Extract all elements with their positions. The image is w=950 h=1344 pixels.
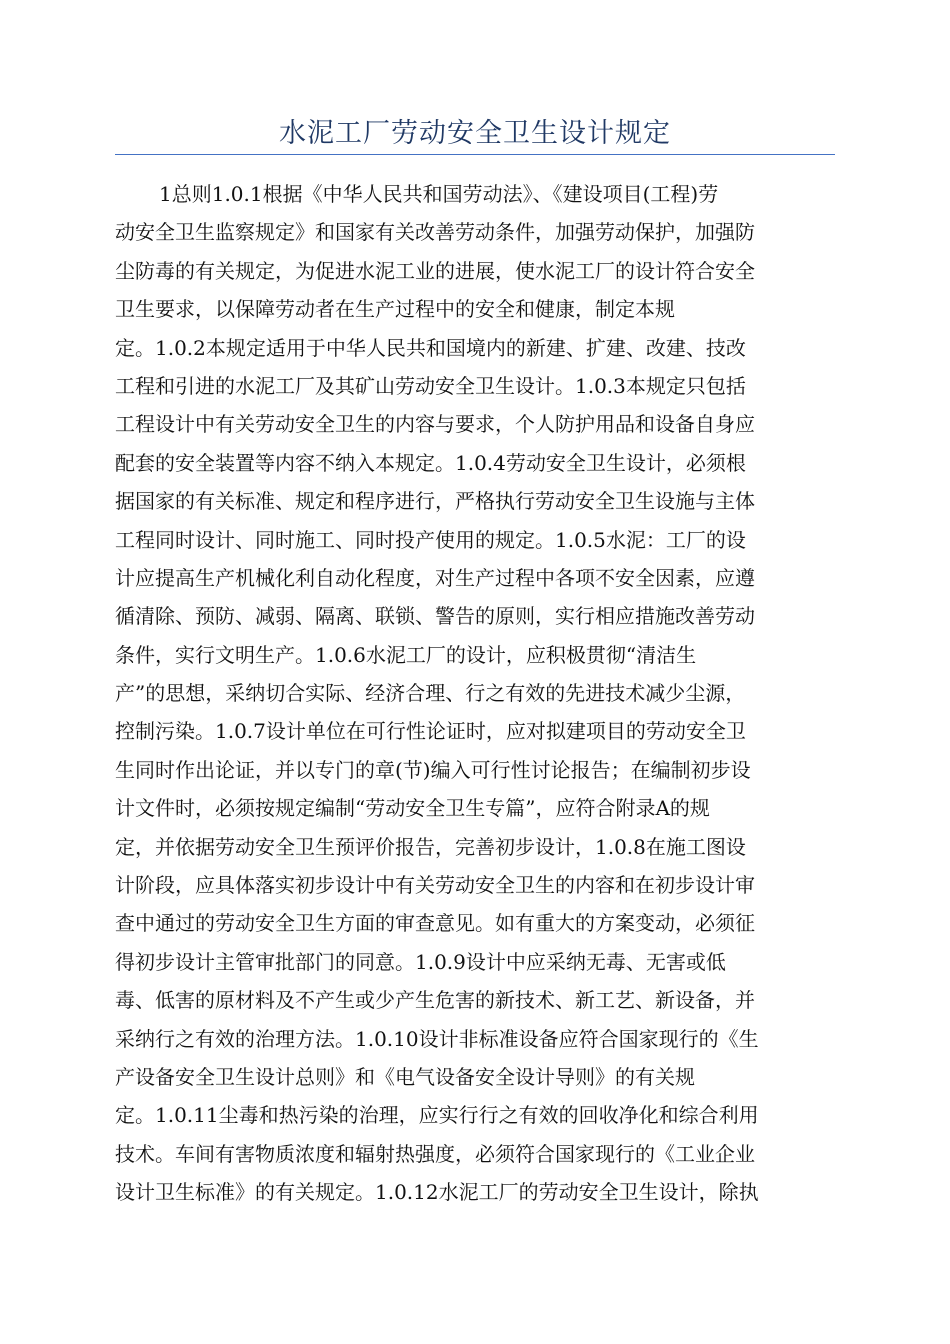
text-line: 得初步设计主管审批部门的同意。1.0.9设计中应采纳无毒、无害或低 xyxy=(115,949,726,974)
text-line: 生同时作出论证，并以专门的章(节)编入可行性讨论报告；在编制初步设 xyxy=(115,757,751,782)
text-line: 循清除、预防、减弱、隔离、联锁、警告的原则，实行相应措施改善劳动 xyxy=(115,604,755,629)
text-line: 计文件时，必须按规定编制“劳动安全卫生专篇”，应符合附录A的规 xyxy=(115,796,710,821)
document-title: 水泥工厂劳动安全卫生设计规定 xyxy=(279,118,671,149)
text-line: 条件，实行文明生产。1.0.6水泥工厂的设计，应积极贯彻“清洁生 xyxy=(115,642,697,667)
text-line: 控制污染。1.0.7设计单位在可行性论证时，应对拟建项目的劳动安全卫 xyxy=(115,719,746,744)
text-line: 采纳行之有效的治理方法。1.0.10设计非标准设备应符合国家现行的《生 xyxy=(115,1026,759,1051)
text-line: 产设备安全卫生设计总则》和《电气设备安全设计导则》的有关规 xyxy=(115,1064,695,1089)
text-line: 据国家的有关标准、规定和程序进行，严格执行劳动安全卫生设施与主体 xyxy=(115,489,755,514)
text-line: 技术。车间有害物质浓度和辐射热强度，必须符合国家现行的《工业企业 xyxy=(115,1141,755,1166)
text-line: 工程和引进的水泥工厂及其矿山劳动安全卫生设计。1.0.3本规定只包括 xyxy=(115,373,746,398)
text-line: 配套的安全装置等内容不纳入本规定。1.0.4劳动安全卫生设计，必须根 xyxy=(115,450,746,475)
text-line: 定，并依据劳动安全卫生预评价报告，完善初步设计，1.0.8在施工图设 xyxy=(115,834,746,859)
text-line: 工程同时设计、同时施工、同时投产使用的规定。1.0.5水泥：工厂的设 xyxy=(115,527,746,552)
text-line: 定。1.0.11尘毒和热污染的治理，应实行行之有效的回收净化和综合利用 xyxy=(115,1103,759,1128)
text-line: 产”的思想，采纳切合实际、经济合理、行之有效的先进技术减少尘源， xyxy=(115,681,746,706)
text-line: 1总则1.0.1根据《中华人民共和国劳动法》、《建设项目(工程)劳 xyxy=(159,182,719,206)
text-line: 查中通过的劳动安全卫生方面的审查意见。如有重大的方案变动，必须征 xyxy=(115,911,755,936)
text-line: 计应提高生产机械化利自动化程度，对生产过程中各项不安全因素，应遵 xyxy=(115,565,755,590)
text-line: 尘防毒的有关规定，为促进水泥工业的进展，使水泥工厂的设计符合安全 xyxy=(115,258,755,283)
text-line: 定。1.0.2本规定适用于中华人民共和国境内的新建、扩建、改建、技改 xyxy=(115,335,746,360)
title-underline xyxy=(115,154,835,155)
text-line: 动安全卫生监察规定》和国家有关改善劳动条件，加强劳动保护，加强防 xyxy=(115,220,755,245)
text-line: 工程设计中有关劳动安全卫生的内容与要求，个人防护用品和设备自身应 xyxy=(115,412,755,437)
text-line: 计阶段，应具体落实初步设计中有关劳动安全卫生的内容和在初步设计审 xyxy=(115,873,755,898)
text-line: 设计卫生标准》的有关规定。1.0.12水泥工厂的劳动安全卫生设计，除执 xyxy=(115,1180,759,1205)
document-body xyxy=(115,175,840,1212)
text-line: 毒、低害的原材料及不产生或少产生危害的新技术、新工艺、新设备，并 xyxy=(115,988,755,1013)
text-line: 卫生要求，以保障劳动者在生产过程中的安全和健康，制定本规 xyxy=(115,297,675,322)
